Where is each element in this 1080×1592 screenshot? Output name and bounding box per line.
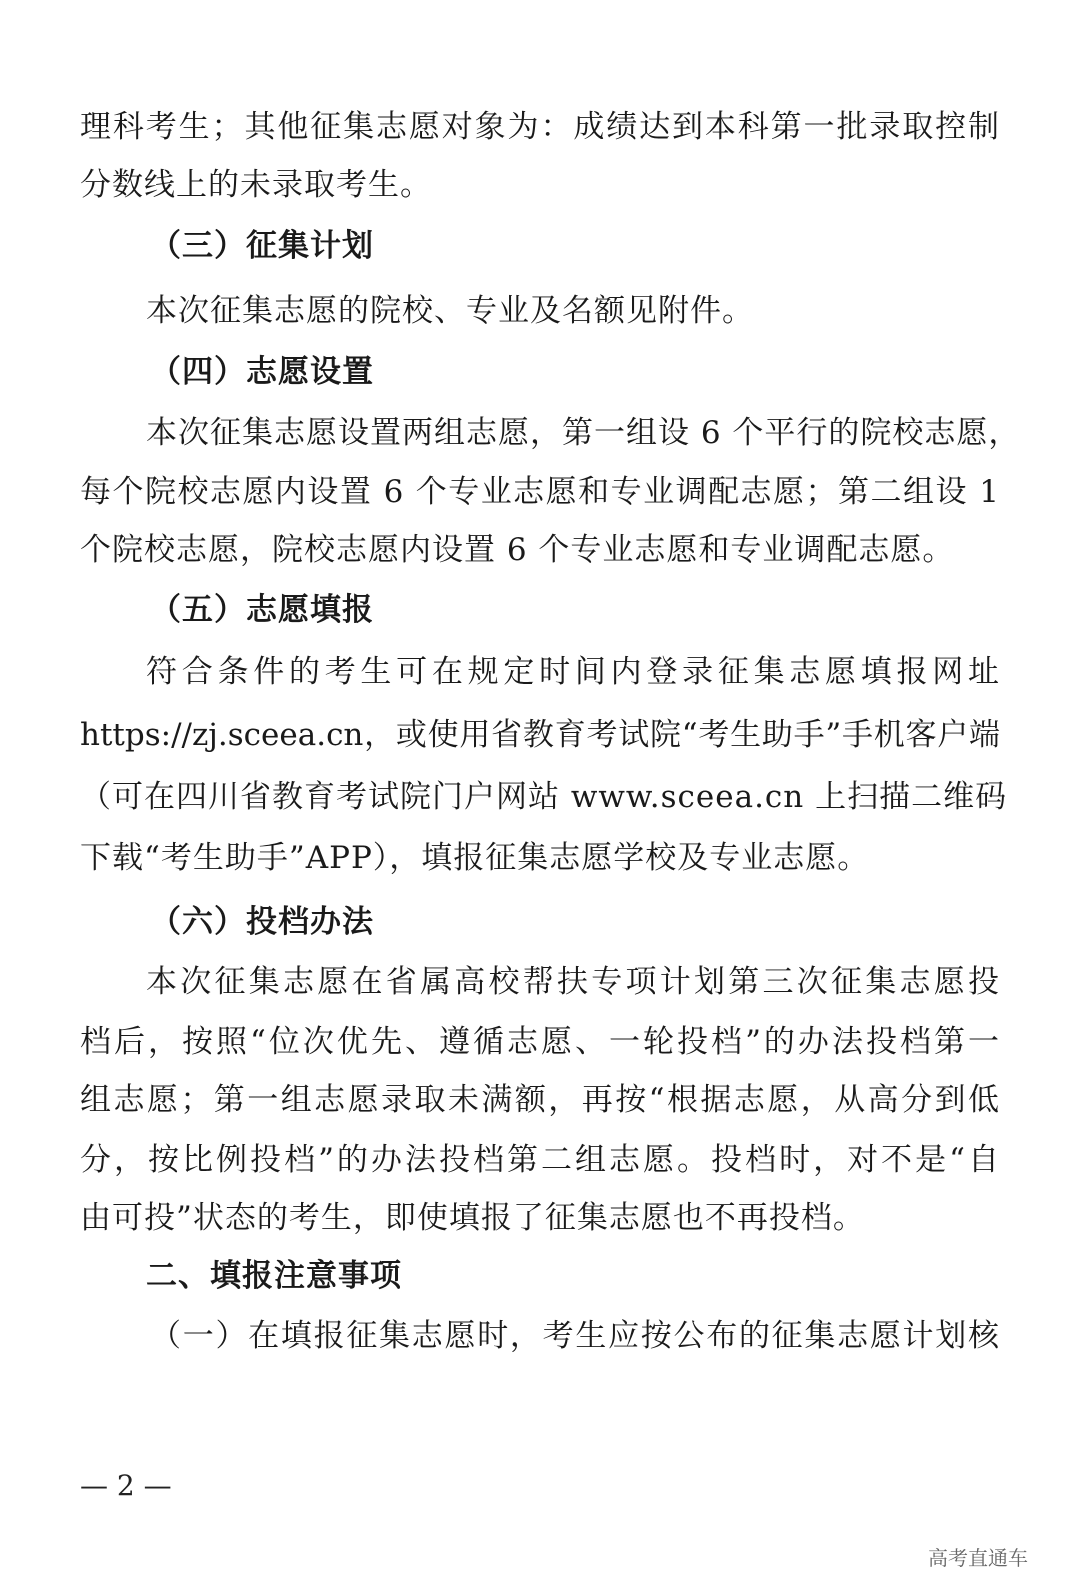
watermark: 高考直通车 — [928, 1546, 1028, 1570]
section-heading: 二、填报注意事项 — [146, 1258, 402, 1294]
body-line: （可在四川省教育考试院门户网站 www.sceea.cn 上扫描二维码 — [80, 779, 1008, 815]
body-line: 组志愿；第一组志愿录取未满额，再按“根据志愿，从高分到低 — [80, 1082, 1000, 1118]
body-line: （一）在填报征集志愿时，考生应按公布的征集志愿计划核 — [150, 1318, 1000, 1354]
body-line: 分，按比例投档”的办法投档第二组志愿。投档时，对不是“自 — [80, 1142, 1000, 1178]
body-line: 分数线上的未录取考生。 — [80, 167, 432, 203]
body-line: 本次征集志愿在省属高校帮扶专项计划第三次征集志愿投 — [146, 964, 1000, 1000]
body-line: https://zj.sceea.cn，或使用省教育考试院“考生助手”手机客户端 — [80, 717, 1000, 753]
section-heading: （六）投档办法 — [150, 904, 374, 940]
body-line: 个院校志愿，院校志愿内设置 6 个专业志愿和专业调配志愿。 — [80, 532, 955, 568]
body-line: 下载“考生助手”APP），填报征集志愿学校及专业志愿。 — [80, 840, 870, 876]
body-line: 每个院校志愿内设置 6 个专业志愿和专业调配志愿；第二组设 1 — [80, 474, 1000, 510]
section-heading: （五）志愿填报 — [150, 592, 374, 628]
body-line: 理科考生；其他征集志愿对象为：成绩达到本科第一批录取控制 — [80, 109, 1000, 145]
body-line: 本次征集志愿设置两组志愿，第一组设 6 个平行的院校志愿， — [146, 415, 1021, 451]
body-line: 符合条件的考生可在规定时间内登录征集志愿填报网址 — [146, 654, 1000, 690]
body-line: 由可投”状态的考生，即使填报了征集志愿也不再投档。 — [80, 1200, 865, 1236]
section-heading: （三）征集计划 — [150, 228, 374, 264]
body-line: 本次征集志愿的院校、专业及名额见附件。 — [146, 293, 754, 329]
body-line: 档后，按照“位次优先、遵循志愿、一轮投档”的办法投档第一 — [80, 1024, 1000, 1060]
section-heading: （四）志愿设置 — [150, 354, 374, 390]
page-number: — 2 — — [80, 1469, 172, 1502]
